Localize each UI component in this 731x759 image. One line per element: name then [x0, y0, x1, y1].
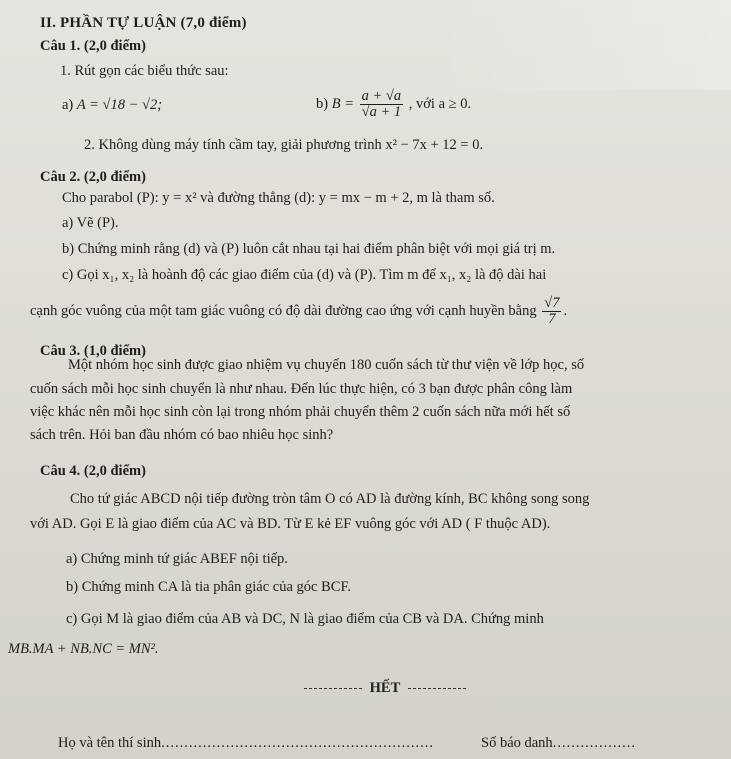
q1-b [316, 89, 471, 120]
q1-a-expr: A = √18 − √2; [76, 97, 163, 113]
q4-header: Câu 4. (2,0 điểm) [40, 463, 146, 479]
bleed-through-shadow [431, 0, 731, 90]
end-left-dash [304, 688, 362, 689]
q1-b-numerator: a + √a [361, 88, 402, 104]
q3-line4: sách trên. Hỏi ban đầu nhóm có bao nhiêu học sinh? [30, 427, 334, 443]
q2-c-fraction [542, 296, 561, 327]
end-text: HẾT [369, 680, 400, 696]
q2-header: Câu 2. (2,0 điểm) [40, 169, 146, 185]
q4-line1: Cho tứ giác ABCD nội tiếp đường tròn tâm O có AD là đường kính, BC không song song [70, 491, 590, 507]
q1-a [62, 96, 162, 114]
q2-b: b) Chứng minh rằng (d) và (P) luôn cắt nhau tại hai điểm phân biệt với mọi giá trị m. [62, 241, 556, 257]
q1-b-fraction [360, 89, 404, 120]
q1-b-label: b) [316, 95, 329, 112]
q1-b-condition: , với a ≥ 0. [408, 95, 472, 112]
q4-a: a) Chứng minh tứ giác ABEF nội tiếp. [66, 551, 288, 567]
candidate-number-field [481, 735, 636, 752]
q4-c-line1: c) Gọi M là giao điểm của AB và DC, N là giao điểm của CB và DA. Chứng minh [66, 611, 544, 627]
candidate-name-label: Họ và tên thí sinh [58, 735, 162, 751]
q2-intro: Cho parabol (P): y = x² và đường thẳng (d): y = mx − m + 2, m là tham số. [62, 190, 495, 206]
q2-c-end: . [563, 302, 568, 319]
candidate-name-field [58, 735, 434, 752]
q3-line1: Một nhóm học sinh được giao nhiệm vụ chuyển 180 cuốn sách từ thư viện về lớp học, số [68, 357, 585, 373]
candidate-name-dots: ........................................................... [161, 735, 434, 751]
q1-b-denominator: √a + 1 [361, 104, 402, 120]
q4-line2: với AD. Gọi E là giao điểm của AC và BD. Từ E kẻ EF vuông góc với AD ( F thuộc AD). [30, 516, 551, 532]
q3-line3: việc khác nên mỗi học sinh còn lại trong nhóm phải chuyển thêm 2 cuốn sách nữa mới hết số [30, 404, 571, 420]
q2-c-numerator: √7 [544, 295, 560, 311]
q4-b: b) Chứng minh CA là tia phân giác của góc BCF. [66, 579, 351, 595]
q2-c-line2 [30, 296, 567, 327]
q1-header: Câu 1. (2,0 điểm) [40, 38, 146, 54]
end-right-dash [408, 688, 466, 689]
q1-a-label: a) [62, 97, 74, 113]
candidate-number-label: Số báo danh [481, 735, 553, 751]
q2-c-text: cạnh góc vuông của một tam giác vuông có độ dài đường cao ứng với cạnh huyền bằng [30, 302, 537, 319]
q2-c-line1: c) Gọi x₁, x₂ là hoành độ các giao điểm của (d) và (P). Tìm m để x₁, x₂ là độ dài hai [62, 267, 547, 283]
candidate-number-dots: .................. [552, 735, 636, 751]
end-marker [300, 680, 470, 697]
q3-line2: cuốn sách mỗi học sinh chuyển là như nhau. Đến lúc thực hiện, có 3 bạn được phân công làm [30, 381, 573, 397]
q2-a: a) Vẽ (P). [62, 215, 119, 231]
q1-b-lhs: B = [331, 95, 354, 112]
q2-c-denominator: 7 [548, 311, 556, 327]
q4-c-line2: MB.MA + NB.NC = MN². [8, 641, 159, 657]
q1-part1: 1. Rút gọn các biểu thức sau: [60, 63, 229, 79]
q3-header: Câu 3. (1,0 điểm) [40, 343, 146, 359]
section-title: II. PHẦN TỰ LUẬN (7,0 điểm) [40, 15, 247, 31]
q1-part2: 2. Không dùng máy tính cầm tay, giải phương trình x² − 7x + 12 = 0. [84, 137, 484, 153]
